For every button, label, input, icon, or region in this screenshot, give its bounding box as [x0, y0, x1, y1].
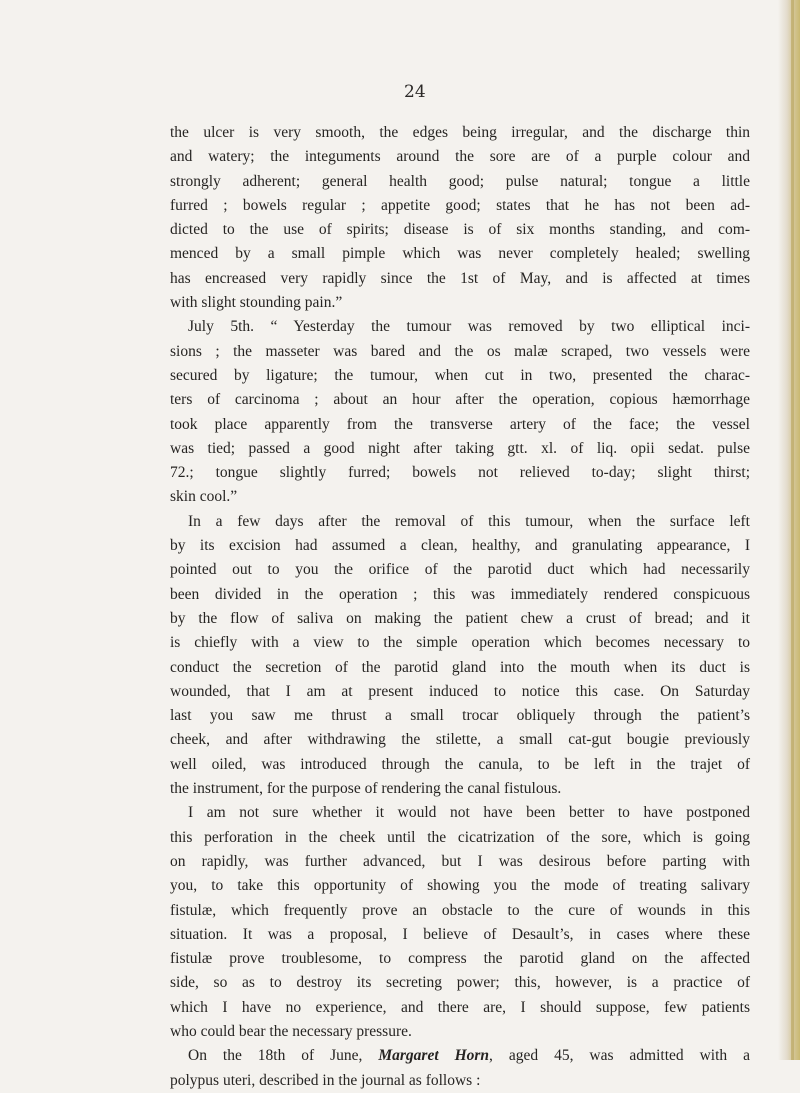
text-line: fistulæ, which frequently prove an obstacle to the cure of wounds in this — [170, 901, 750, 919]
text-line: conduct the secretion of the parotid gland into the mouth when its duct is — [170, 658, 750, 676]
page-number: 24 — [404, 82, 426, 102]
text-line: wounded, that I am at present induced to notice this case. On Saturday — [170, 682, 750, 700]
text-line: this perforation in the cheek until the cicatrization of the sore, which is going — [170, 828, 750, 846]
text-line: July 5th. “ Yesterday the tumour was removed by two elliptical inci- — [188, 318, 750, 336]
text-line: ters of carcinoma ; about an hour after the operation, copious hæmorrhage — [170, 391, 750, 409]
text-line: been divided in the operation ; this was immediately rendered conspicuous — [170, 585, 750, 603]
text-segment: On the 18th of June, — [188, 1047, 379, 1065]
text-line: and watery; the integuments around the sore are of a purple colour and — [170, 148, 750, 166]
patient-name: Margaret Horn — [378, 1047, 490, 1065]
text-line: last you saw me thrust a small trocar obliquely through the patient’s — [170, 707, 750, 725]
text-line: has encreased very rapidly since the 1st of May, and is affected at times — [170, 269, 750, 287]
text-line: the ulcer is very smooth, the edges being irregular, and the discharge thin — [170, 124, 750, 141]
text-line — [170, 1044, 750, 1068]
text-line: situation. It was a proposal, I believe of Desault’s, in cases where these — [170, 925, 750, 943]
text-line: on rapidly, was further advanced, but I was desirous before parting with — [170, 852, 750, 870]
text-line: 72.; tongue slightly furred; bowels not relieved to-day; slight thirst; — [170, 464, 750, 482]
text-line: strongly adherent; general health good; pulse natural; tongue a little — [170, 172, 750, 190]
text-line: by its excision had assumed a clean, healthy, and granulating appearance, I — [170, 537, 750, 555]
text-line: In a few days after the removal of this tumour, when the surface left — [188, 512, 750, 530]
text-line: fistulæ prove troublesome, to compress the parotid gland on the affected — [170, 950, 750, 968]
text-line: cheek, and after withdrawing the stilette, a small cat-gut bougie previously — [170, 731, 750, 749]
text-segment: , aged 45, was admitted with a — [489, 1047, 750, 1065]
text-line: which I have no experience, and there are, I should suppose, few patients — [170, 998, 750, 1016]
text-line: secured by ligature; the tumour, when cut in two, presented the charac- — [170, 366, 750, 384]
text-line: side, so as to destroy its secreting power; this, however, is a practice of — [170, 974, 750, 992]
text-line: who could bear the necessary pressure. — [170, 1022, 412, 1040]
text-line: pointed out to you the orifice of the parotid duct which had necessarily — [170, 561, 750, 579]
text-line: was tied; passed a good night after taking gtt. xl. of liq. opii sedat. pulse — [170, 439, 750, 457]
page-edge-shadow — [778, 0, 800, 1060]
text-line: the instrument, for the purpose of rendering the canal fistulous. — [170, 780, 562, 798]
text-line: well oiled, was introduced through the canula, to be left in the trajet of — [170, 755, 750, 773]
text-line: sions ; the masseter was bared and the os malæ scraped, two vessels were — [170, 342, 750, 360]
text-line: by the flow of saliva on making the patient chew a crust of bread; and it — [170, 609, 750, 627]
text-line: with slight stounding pain.” — [170, 294, 343, 312]
text-line: furred ; bowels regular ; appetite good; states that he has not been ad- — [170, 196, 750, 214]
text-line: menced by a small pimple which was never completely healed; swelling — [170, 245, 750, 263]
page-edge-line — [791, 0, 794, 1060]
text-line: took place apparently from the transverse artery of the face; the vessel — [170, 415, 750, 433]
text-line: dicted to the use of spirits; disease is of six months standing, and com- — [170, 221, 750, 239]
text-line: skin cool.” — [170, 488, 238, 506]
text-line: is chiefly with a view to the simple operation which becomes necessary to — [170, 634, 750, 652]
text-line: you, to take this opportunity of showing you the mode of treating salivary — [170, 877, 750, 895]
text-line: polypus uteri, described in the journal as follows : — [170, 1071, 481, 1089]
body-text — [170, 121, 750, 1093]
text-line: I am not sure whether it would not have been better to have postponed — [188, 804, 750, 822]
